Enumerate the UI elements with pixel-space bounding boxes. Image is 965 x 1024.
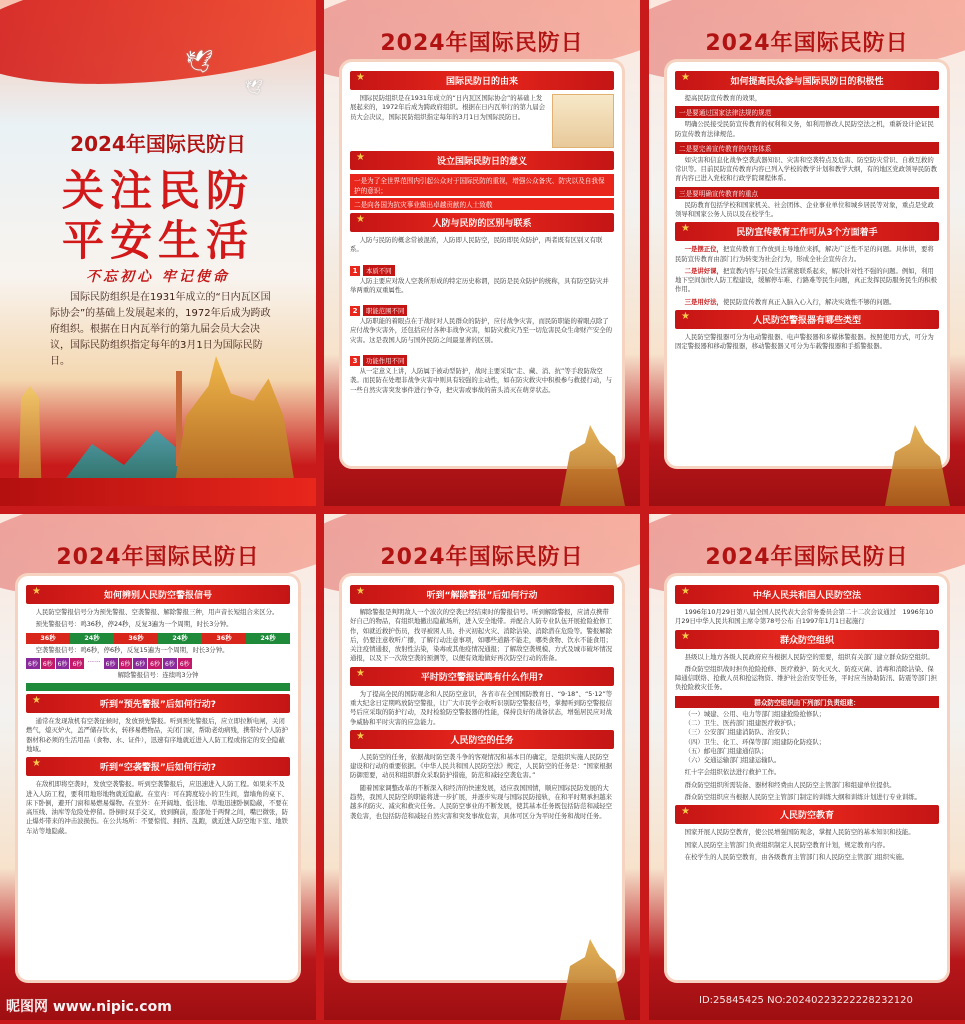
pre-warning-signal-bar — [26, 633, 290, 644]
section-text: 解除警报是判明敌人一个波次的空袭已经结束时的警报信号。听到解除警报，应清点携带好自己的物品，有组织地撤出隐蔽场所，进入安全地带。并配合人防专业队伍开展抢险抢修工作，如就近救护伤员，找寻被困人员、扑灭初起火灾、消除沾染、消除潜在危险等。警报解除后，仍要注意收听广播，了解行动注意事项，如哪些道路不能走，哪类食物、饮水不能食用；关注疫情通报，放射性沾染，染毒或其他疫情况通报；了解敌空袭规模、方式及城市破坏情况通报，以及下一次敌空袭的预测等，以便有效地做好再次防空行动的准备。 — [350, 608, 613, 663]
signal-description: 空袭警报信号：鸣6秒，停6秒，反复15遍为一个周期，时长3分钟。 — [35, 645, 229, 654]
signal-segment: 36秒 — [202, 633, 246, 644]
sub-heading: 三是要明确宣传教育的重点 — [675, 187, 939, 199]
content-card — [342, 62, 622, 466]
section-header: ★ 人民防空警报器有哪些类型 — [675, 310, 939, 329]
section-text: 人民防空警报信号分为预先警报、空袭警报、解除警报三种，用声音长短组合来区分。 — [35, 608, 279, 616]
key-phrase: 一是摆正位， — [684, 245, 723, 254]
section-text: 1996年10月29日第八届全国人民代表大会常务委员会第二十二次会议通过 1996年10月29日中华人民共和国主席令第78号公布 自1997年1月1日起施行 — [675, 608, 934, 626]
key-phrase: 三是用好法， — [684, 297, 723, 306]
section-text: 红十字会组织依法进行救护工作。 — [684, 768, 781, 777]
poster-panel-participation — [649, 0, 965, 506]
section-header: ★ 中华人民共和国人民防空法 — [675, 585, 939, 604]
signal-segment: 6秒 — [56, 658, 70, 669]
signal-description: 解除警报信号：连续鸣3分钟 — [117, 670, 199, 679]
intro-text: 国际民防组织是在1931年成立的“日内瓦区国际协会”的基础上发展起来的，1972年后成为跨政府组织。根据在日内瓦举行的第九届会员大会决议，国际民防组织指定每年的3月1日为国际民防日。 — [50, 292, 271, 367]
poster-panel-signals — [0, 514, 316, 1020]
section-header: ★ 民防宣传教育工作可从3个方面着手 — [675, 222, 939, 241]
list-item: （二）卫生、医药部门组建医疗救护队； — [684, 718, 800, 727]
section-text: 提高民防宣传教育的效果， — [684, 94, 762, 102]
section-header: ★ 听到“空袭警报”后如何行动? — [26, 757, 290, 776]
signal-description: 预先警报信号：鸣36秒，停24秒，反复3遍为一个周期，时长3分钟。 — [35, 620, 233, 629]
signal-ellipsis: ······· — [85, 658, 102, 669]
section-text: 明确公民接受民防宣传教育的权利和义务，如利用修改人民防空法之机，重新设计论证民防宣传教育法律规范。 — [675, 120, 934, 138]
list-item: （五）邮电部门组建通信队； — [684, 746, 768, 755]
sub-heading: 二是要完善宣传教育的内容体系 — [675, 142, 939, 154]
panel-title: 2024年国际民防日 — [705, 545, 909, 570]
panel-title: 2024年国际民防日 — [380, 545, 584, 570]
motto: 不忘初心 牢记使命 — [86, 269, 230, 285]
section-text: 从一定意义上讲，人防属于被动型防护，战时主要采取“走、藏、消、抗”等手段防敌空袭。而民防在处理非战争灾害中则具有较强的主动性，如在防灾救灾中积极参与救援行动，与一些自然灾害突发事件进行争夺，把灾害或事故的苗头消灭在萌芽状态。 — [350, 366, 613, 394]
list-item: （三）公安部门组建消防队、治安队； — [684, 728, 794, 737]
section-text: 国际民防组织是在1931年成立的“日内瓦区国际协会”的基础上发展起来的，1972年后成为跨政府组织。根据在日内瓦举行的第九届会员大会决议，国际民防组织指定每年的3月1日为国际民防日。 — [350, 94, 546, 121]
content-card — [18, 576, 298, 980]
section-text: 在敌机即将空袭时，发放空袭警报。听到空袭警报后，应迅速进入人防工程。如果来不及进入人防工程，要利用地形地物就近隐蔽。在室内：可在跨度较小的卫生间，靠墙角的桌下、床下卧倒，避开门窗和易燃易爆物。在室外：在开阔地、低洼地、草地迅速卧倒隐蔽，不要在高压线、油库等危险处停留。卧倒时双手交叉，放到胸前，脸部处于两臂之间，嘴巴微张，防止爆炸带来的冲击波损伤。在公共场所：不要惊慌、拥挤、乱跑，就近进入防空地下室、地铁车站等地隐蔽。 — [26, 780, 289, 835]
signal-segment: 6秒 — [70, 658, 84, 669]
key-text: 使民防宣传教育真正入脑入心入行，解决实效性不够的问题。 — [722, 297, 896, 306]
signal-segment: 6秒 — [148, 658, 162, 669]
section-header: ★ 群众防空组织 — [675, 630, 939, 649]
signal-segment: 6秒 — [119, 658, 133, 669]
section-text: 民防教育包括学校和国家机关、社会团体、企业事业单位和城乡居民等对象，重点是党政领导和国家公务人员以及在校学生。 — [675, 200, 934, 218]
section-header: ★ 国际民防日的由来 — [350, 71, 614, 90]
signal-segment: 36秒 — [26, 633, 70, 644]
poster-title: 2024年国际民防日 — [70, 132, 246, 156]
section-header: ★ 平时防空警报试鸣有什么作用? — [350, 667, 614, 686]
red-banner-decoration — [0, 478, 316, 506]
signal-segment: 24秒 — [70, 633, 114, 644]
section-text — [675, 298, 939, 307]
section-text: 如灾害和信息化战争空袭武器知识、灾害和空袭特点及危害、防空防灾常识、自救互救的常识等。目前民防宣传教育内容已列入学校的教学计划和教学大纲，有的地区党政领导民防教育内容已进入党校和行政学院课程体系。 — [675, 155, 938, 183]
red-ribbon-decoration — [0, 0, 316, 102]
signal-segment: 6秒 — [104, 658, 118, 669]
signal-segment: 36秒 — [114, 633, 158, 644]
key-phrase: 二是讲好课， — [684, 266, 723, 275]
section-header: ★ 如何提高民众参与国际民防日的积极性 — [675, 71, 939, 90]
slogan-line-2: 平安生活 — [61, 216, 254, 265]
all-clear-signal-bar — [26, 683, 290, 691]
poster-panel-law — [649, 514, 965, 1020]
panel-title: 2024年国际民防日 — [705, 31, 909, 56]
list-item: （六）交通运输部门组建运输队。 — [684, 756, 781, 765]
section-header: ★ 人民防空的任务 — [350, 730, 614, 749]
signal-segment: 24秒 — [158, 633, 202, 644]
section-header: ★ 人民防空教育 — [675, 805, 939, 824]
section-text: 群众防空组织所需装备、器材和经费由人民防空主管部门和组建单位提供。 — [684, 780, 896, 789]
section-header: ★ 听到“解除警报”后如何行动 — [350, 585, 614, 604]
sub-heading: 群众防空组织由下列部门负责组建： — [675, 696, 939, 708]
section-header: ★ 如何辨别人民防空警报信号 — [26, 585, 290, 604]
section-header: ★ 人防与民防的区别与联系 — [350, 213, 614, 232]
section-header: ★ 听到“预先警报”后如何行动? — [26, 694, 290, 713]
panel-title: 2024年国际民防日 — [56, 545, 260, 570]
number-badge: 1 — [350, 266, 360, 276]
point-tag: 功能作用不同 — [363, 355, 407, 366]
poster-panel-origin — [324, 0, 640, 506]
list-item: （四）卫生、化工、环保等部门组建防化防疫队； — [684, 737, 826, 746]
section-text: 县级以上地方各级人民政府应当根据人民防空的需要，组织有关部门建立群众防空组织。 — [684, 652, 934, 661]
section-text: 人民防空的任务，依据战时防空袭斗争的客观情况和基本目的确定，是组织实施人民防空建设和行动的重要依据。《中华人民共和国人民防空法》规定，人民防空的任务是：“国家根据防御需要，动员和组织群众采取防护措施，防范和减轻空袭危害。” — [350, 752, 613, 780]
signal-segment: 6秒 — [133, 658, 147, 669]
slogan-line-1: 关注民防 — [61, 166, 254, 215]
id-watermark: ID:25845425 NO:20240223222228232120 — [699, 995, 913, 1006]
section-text: 人民防空警报器可分为电动警报器、电声警报器和多媒体警报器。按照使用方式，可分为固定警报器和移动警报器，移动警报器又可分为车载警报器和手摇警报器。 — [675, 332, 934, 351]
content-card — [667, 62, 947, 466]
section-header: ★ 设立国际民防日的意义 — [350, 151, 614, 170]
signal-segment: 6秒 — [41, 658, 55, 669]
content-card — [667, 576, 947, 980]
air-raid-signal-bar — [26, 658, 290, 669]
key-text: 把宣传教育工作放到主导地位来抓，解决广泛性不足的问题。具体讲，要将民防宣传教育由部门行为转变为社会行为，形成全社会宣传合力。 — [675, 245, 934, 263]
section-text: 国家开展人民防空教育，使公民增强国防观念，掌握人民防空的基本知识和技能。 — [684, 828, 915, 837]
section-text: 人防主要应对敌人空袭所形成的特定历史称谓，民防是民众防护的统称，具有防空防灾并举两重的双重属性。 — [350, 276, 609, 294]
poster-panel-actions — [324, 514, 640, 1020]
section-text: 随着国家调整改革的不断深入和经济的快速发展，适应我国国情，顺应国际民防发展的大趋势，我国人民防空的职能将进一步扩展，并逐步实现与国际民防接轨，在和平时期承担越来越多的防灾、减灾和救灾任务。人民防空事业的不断发展，使其基本任务既包括防范和减轻空袭危害，也包括防范和减轻自然灾害和突发事故危害，具体可区分为平时任务和战时任务。 — [350, 783, 613, 820]
signal-segment: 6秒 — [163, 658, 177, 669]
content-card — [342, 576, 622, 980]
poster-panel-cover — [0, 0, 316, 506]
section-text: 在校学生的人民防空教育，由各级教育主管部门和人民防空主管部门组织实施。 — [684, 852, 909, 861]
panel-title: 2024年国际民防日 — [380, 31, 584, 56]
illustration-image — [552, 94, 614, 148]
section-text: 国家人民防空主管部门负责组织制定人民防空教育计划，规定教育内容。 — [684, 840, 890, 849]
section-text: 为了提高全民的国防观念和人民防空意识，各省市在全国国防教育日、“9·18”、“5·12”等重大纪念日定期鸣放防空警报，让广大市民学会收听识别防空警报信号，掌握听到防空警报信号后应采取的防护行动，及时检验防空警报器的性能，保持良好的战备状态，增强居民应对战争威胁和平时灾害的应急能力。 — [350, 689, 613, 726]
watermark-text: 昵图网 www.nipic.com — [6, 999, 172, 1015]
meaning-item: 二是向各国为抗灾事业做出卓越贡献的人士致敬 — [350, 198, 614, 210]
list-item: （一）城建、公用、电力等部门组建抢险抢修队； — [684, 709, 826, 718]
section-text — [675, 267, 939, 295]
meaning-item: 一是为了全世界范围内引起公众对于国际民防的重视，增强公众备灾、防灾以及自我保护的意识； — [350, 174, 614, 196]
dove-icon: 🕊 — [185, 50, 213, 75]
point-tag: 职能范围不同 — [363, 305, 407, 316]
signal-segment: 6秒 — [178, 658, 192, 669]
point-tag: 本质不同 — [363, 265, 395, 276]
section-text — [675, 245, 939, 264]
number-badge: 2 — [350, 306, 360, 316]
sub-heading: 一是要通过国家法律法规的规范 — [675, 106, 939, 118]
key-text: 把宣教内容与民众生活紧密联系起来，解决针对性不强的问题。例如，利用地下空间加快人防工程建设，缓解停车难、行路难等民生问题，真正发挥民防服务民生的积极作用。 — [675, 266, 938, 294]
signal-segment: 6秒 — [26, 658, 40, 669]
section-text: 通常在发现敌机有空袭征候时，发放预先警报。听到预先警报后，应立即拉断电闸，关闭燃气，熄灭炉火，盖严储存饮水，转移易燃物品，关闭门窗，帮助老幼病残，携带好个人防护器材和必须的生活用品（食物、水、证件），迅速有序地就近进入人防工程或指定的安全隐蔽地域。 — [26, 717, 289, 753]
signal-segment: 24秒 — [246, 633, 290, 644]
dove-icon: 🕊 — [245, 80, 263, 96]
number-badge: 3 — [350, 356, 360, 366]
section-text: 人防与民防的概念常被混淆，人防即人民防空，民防即民众防护，两者既有区别又有联系。 — [350, 236, 603, 254]
section-text: 群众防空组织战时担负抢险抢修、医疗救护、防火灭火、防疫灭菌、消毒和消除沾染、保障通信联络、抢救人员和抢运物资、维护社会治安等任务，平时应当协助防汛、防震等部门担负抢险救灾任务。 — [675, 664, 938, 692]
section-text: 人防职能的着眼点在于战时对人民群众的防护，应付战争灾害，而民防职能的着眼点除了应付战争灾害外，还包括应付各种非战争灾害，如防灾救灾乃至一切危害民众生命财产安全的灾害。这是我国人防与国外民防之间最显著的区别。 — [350, 317, 613, 344]
section-text: 群众防空组织应当根据人民防空主管部门制定的训练大纲和训练计划进行专业训练。 — [684, 792, 922, 801]
